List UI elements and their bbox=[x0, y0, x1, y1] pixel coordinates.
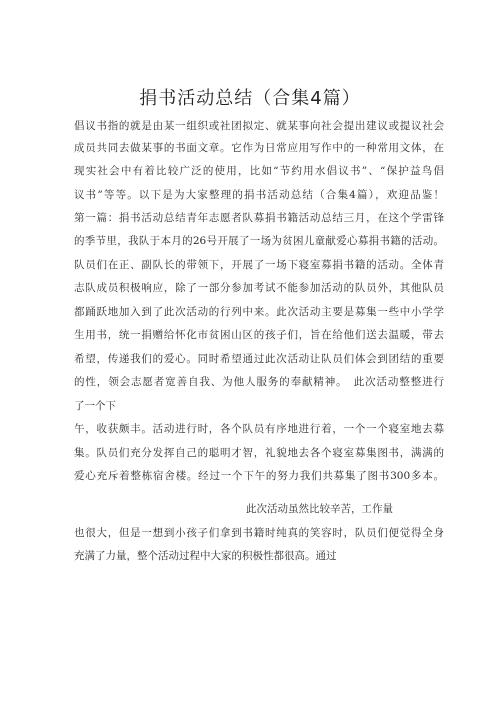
paragraph-line: 的性，领会志愿者宽善自我、为他人服务的奉献精神。 此次活动整整进行 bbox=[74, 376, 444, 388]
paragraph-line: 志队成员积极响应，除了一部分参加考试不能参加活动的队员外，其他队员 bbox=[74, 282, 444, 294]
paragraph-line: 了一个下 bbox=[74, 400, 116, 412]
paragraph-line: 充满了力量，整个活动过程中大家的积极性都很高。通过 bbox=[74, 550, 337, 562]
paragraph-line: 都踊跃地加入到了此次活动的行列中来。此次活动主要是募集一些中小学学 bbox=[74, 306, 444, 318]
paragraph-line: 成员共同去做某事的书面文章。它作为日常应用写作中的一种常用文体，在 bbox=[74, 142, 444, 154]
paragraph-line: 现实社会中有着比较广泛的使用，比如“节约用水倡议书”、“保护益鸟倡 bbox=[74, 165, 444, 177]
paragraph-line: 也很大，但是一想到小孩子们拿到书籍时纯真的笑容时，队员们便觉得全身 bbox=[74, 527, 444, 539]
paragraph-line: 此次活动虽然比较辛苦，工作量 bbox=[246, 503, 393, 515]
paragraph-line: 生用书，统一捐赠给怀化市贫困山区的孩子们，旨在给他们送去温暖，带去 bbox=[74, 329, 444, 341]
paragraph-line: 爱心充斥着整栋宿舍楼。经过一个下午的努力我们共募集了图书300多本。 bbox=[74, 470, 444, 482]
paragraph-line: 午，收获颇丰。活动进行时，各个队员有序地进行着，一个一个寝室地去募 bbox=[74, 423, 444, 435]
paragraph-line: 议书”等等。以下是为大家整理的捐书活动总结（合集4篇），欢迎品鉴！ bbox=[74, 189, 444, 201]
paragraph-line: 希望，传递我们的爱心。同时希望通过此次活动让队员们体会到团结的重要 bbox=[74, 353, 444, 365]
paragraph-line: 队员们在正、副队长的带领下，开展了一场下寝室募捐书籍的活动。全体青 bbox=[74, 259, 444, 271]
document-title: 捐书活动总结（合集4篇） bbox=[139, 88, 361, 109]
paragraph-line: 第一篇：捐书活动总结青年志愿者队募捐书籍活动总结三月，在这个学雷锋 bbox=[74, 212, 444, 224]
paragraph-line: 的季节里，我队于本月的26号开展了一场为贫困儿童献爱心募捐书籍的活动。 bbox=[74, 235, 444, 247]
paragraph-line: 集。队员们充分发挥自己的聪明才智，礼貌地去各个寝室募集图书，满满的 bbox=[74, 447, 444, 459]
paragraph-line: 倡议书指的就是由某一组织或社团拟定、就某事向社会提出建议或提议社会 bbox=[74, 120, 444, 132]
